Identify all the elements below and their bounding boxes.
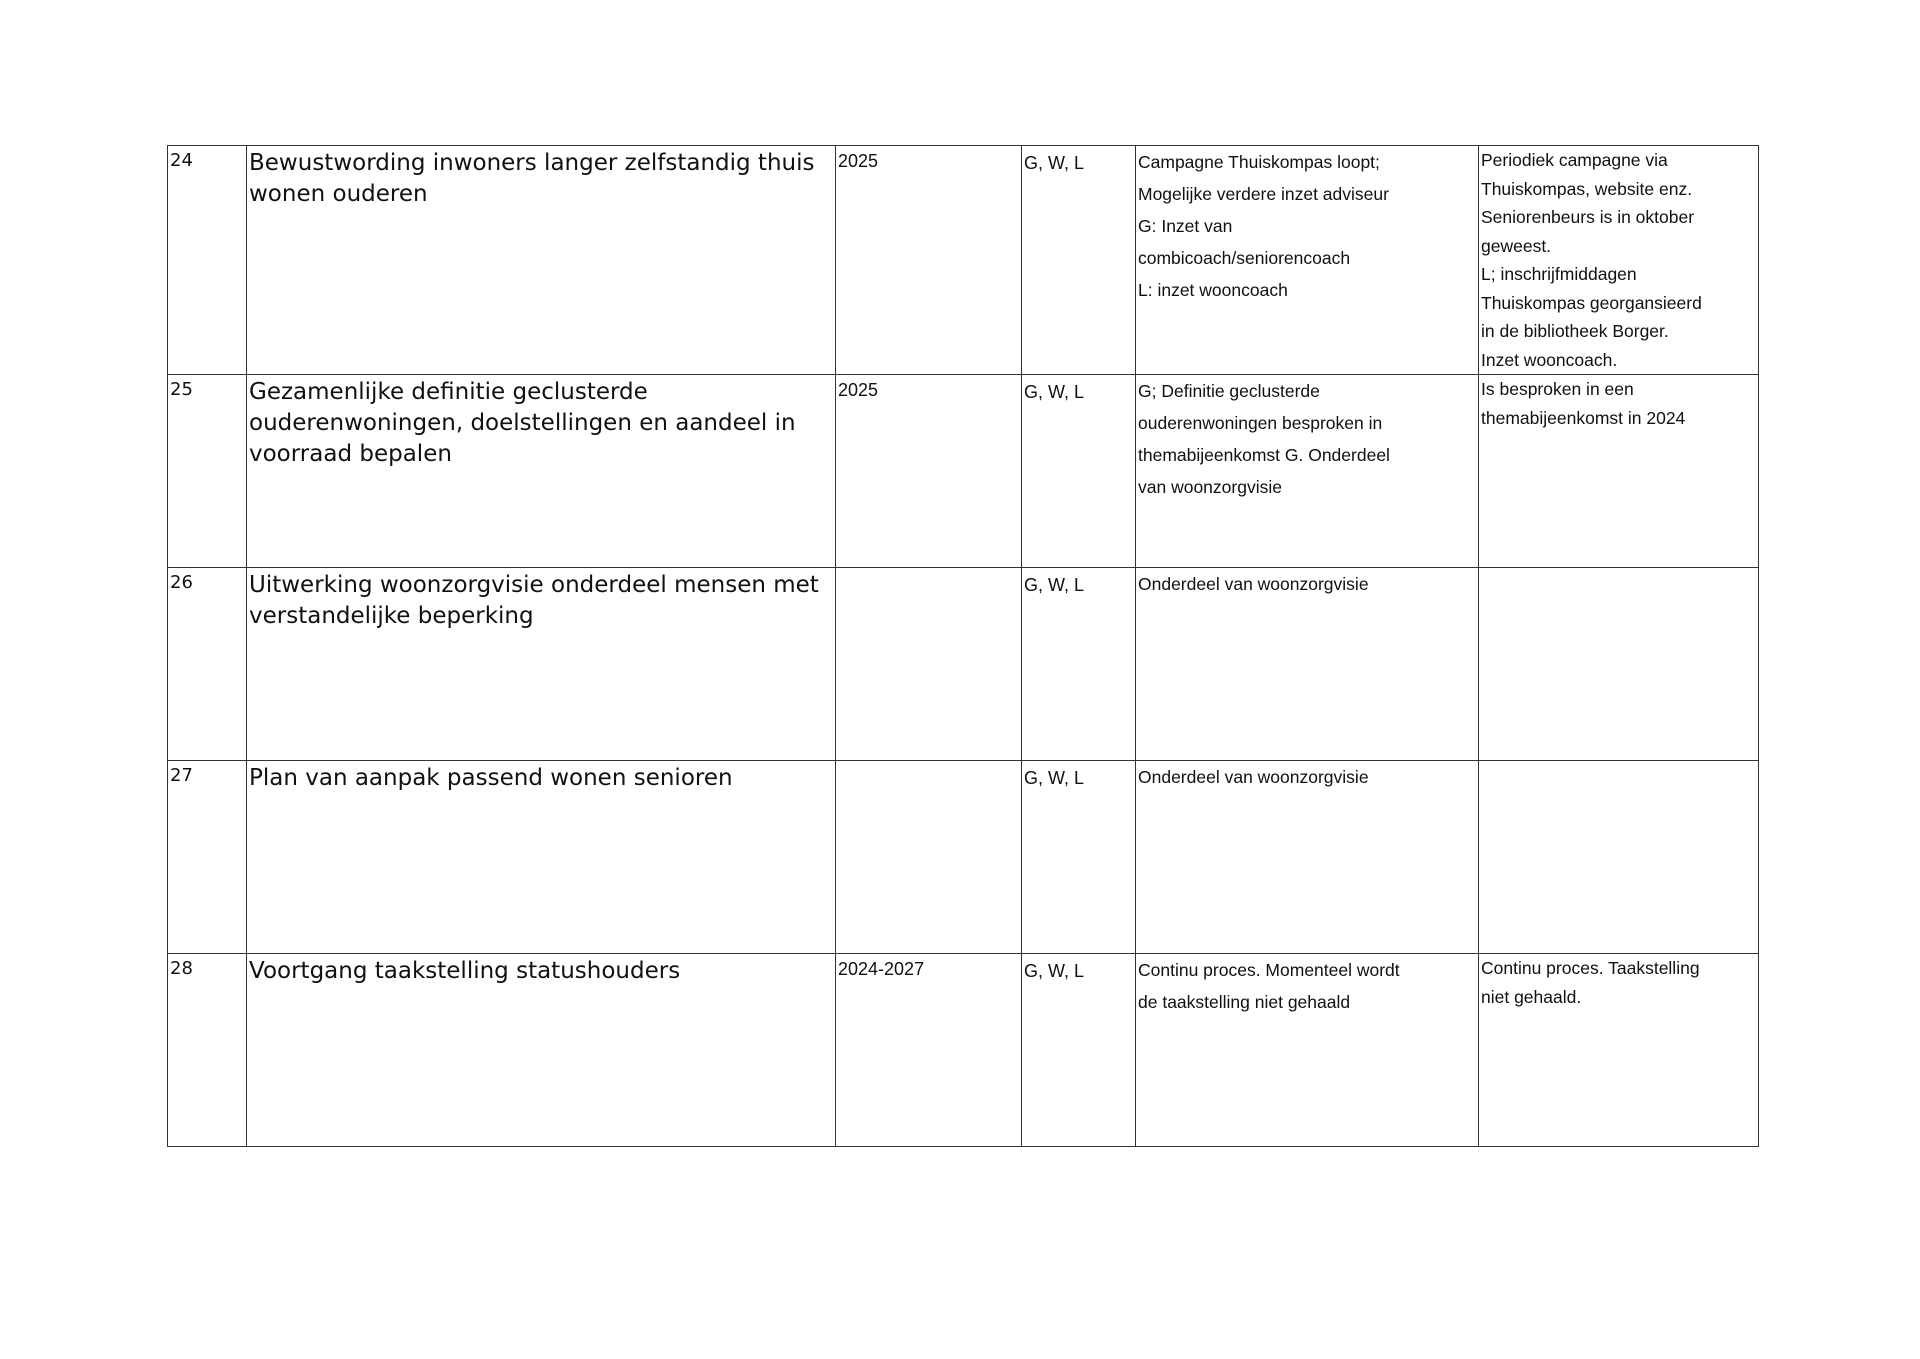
update-cell: Is besproken in een themabijeenkomst in 2024 [1479,375,1759,568]
status-cell: Continu proces. Momenteel wordt de taakstelling niet gehaald [1136,954,1479,1147]
update-cell: Periodiek campagne via Thuiskompas, website enz. Seniorenbeurs is in oktober geweest. L; inschrijfmiddagen Thuiskompas georgansieerd in de bibliotheek Borger. Inzet wooncoach. [1479,146,1759,375]
year-cell [836,568,1022,761]
action-cell: Plan van aanpak passend wonen senioren [247,761,836,954]
parties-cell: G, W, L [1022,146,1136,375]
parties-cell: G, W, L [1022,954,1136,1147]
status-cell: Onderdeel van woonzorgvisie [1136,568,1479,761]
status-cell: Campagne Thuiskompas loopt; Mogelijke verdere inzet adviseur G: Inzet van combicoach/seniorencoach L: inzet wooncoach [1136,146,1479,375]
row-number: 24 [168,146,247,375]
table-row [168,568,1759,761]
table-row [168,761,1759,954]
action-cell: Voortgang taakstelling statushouders [247,954,836,1147]
year-cell: 2025 [836,375,1022,568]
parties-cell: G, W, L [1022,375,1136,568]
action-cell: Gezamenlijke definitie geclusterde ouderenwoningen, doelstellingen en aandeel in voorraad bepalen [247,375,836,568]
table-row [168,375,1759,568]
status-cell: G; Definitie geclusterde ouderenwoningen besproken in themabijeenkomst G. Onderdeel van woonzorgvisie [1136,375,1479,568]
table-row [168,146,1759,375]
update-cell [1479,761,1759,954]
year-cell [836,761,1022,954]
action-cell: Bewustwording inwoners langer zelfstandig thuis wonen ouderen [247,146,836,375]
action-cell: Uitwerking woonzorgvisie onderdeel mensen met verstandelijke beperking [247,568,836,761]
table-row [168,954,1759,1147]
row-number: 28 [168,954,247,1147]
update-cell [1479,568,1759,761]
year-cell: 2024-2027 [836,954,1022,1147]
update-cell: Continu proces. Taakstelling niet gehaald. [1479,954,1759,1147]
row-number: 25 [168,375,247,568]
parties-cell: G, W, L [1022,568,1136,761]
row-number: 27 [168,761,247,954]
parties-cell: G, W, L [1022,761,1136,954]
row-number: 26 [168,568,247,761]
status-cell: Onderdeel van woonzorgvisie [1136,761,1479,954]
year-cell: 2025 [836,146,1022,375]
progress-table [167,145,1759,1147]
